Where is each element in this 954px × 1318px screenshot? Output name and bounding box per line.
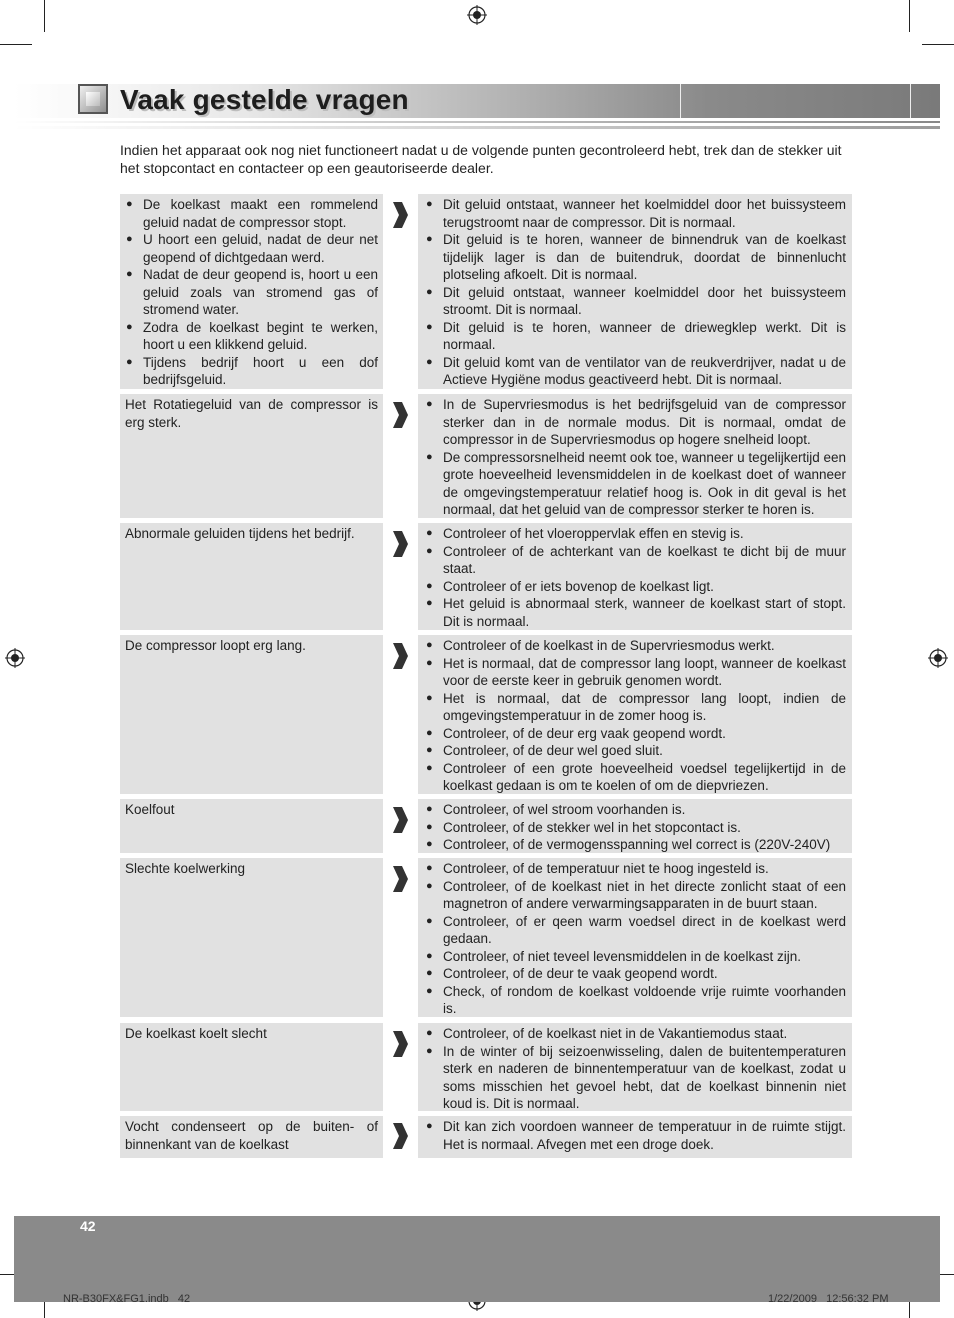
answer-bullet: ● In de Supervriesmodus is het bedrijfsgeluid van de compressor sterker dan in de normale modus. Dit is normaal, omdat de compressor in de Supervriesmodus op hogere snelheid loopt.: [424, 396, 846, 449]
arrow-right-icon: [391, 1121, 409, 1151]
answer-bullet: ● Check, of rondom de koelkast voldoende vrije ruimte voorhanden is.: [424, 983, 846, 1018]
question-bullet: ● De koelkast maakt een rommelend geluid nadat de compressor stopt.: [124, 196, 378, 231]
answer-cell: [418, 523, 852, 630]
question-cell: [120, 194, 383, 389]
answer-bullet: ● Het is normaal, dat de compressor lang loopt, wanneer de koelkast voor de eerste keer in gebruik genomen wordt.: [424, 655, 846, 690]
answer-bullet: ● Controleer, of de koelkast niet in het directe zonlicht staat of een magnetron of andere verwarmingsapparaten in de buurt staan.: [424, 878, 846, 913]
slug-right: 1/22/2009 12:56:32 PM: [768, 1293, 889, 1305]
answer-bullet: ● Controleer of het vloeroppervlak effen en stevig is.: [424, 525, 846, 543]
question-cell: Koelfout: [120, 799, 383, 853]
answer-bullet: ● Dit geluid komt van de ventilator van de reukverdrijver, nadat u de Actieve Hygiëne modus geactiveerd hebt. Dit is normaal.: [424, 354, 846, 389]
faq-row-1: [120, 194, 852, 389]
question-cell: Vocht condenseert op de buiten- of binnenkant van de koelkast: [120, 1116, 383, 1158]
page-title: Vaak gestelde vragen: [120, 84, 409, 115]
registration-mark-icon: [467, 5, 487, 25]
question-bullet: ● U hoort een geluid, nadat de deur net geopend of dichtgedaan werd.: [124, 231, 378, 266]
header-rule: [14, 121, 940, 123]
answer-bullet: ● Controleer, of de temperatuur niet te hoog ingesteld is.: [424, 860, 846, 878]
registration-mark-icon: [928, 648, 948, 668]
answer-bullet: ● Controleer of de achterkant van de koelkast te dicht bij de muur staat.: [424, 543, 846, 578]
question-cell: De compressor loopt erg lang.: [120, 635, 383, 794]
crop-mark: [0, 44, 32, 45]
answer-bullet: ● Controleer, of de koelkast niet in de Vakantiemodus staat.: [424, 1025, 846, 1043]
faq-row-7: [120, 1023, 852, 1111]
question-cell: Abnormale geluiden tijdens het bedrijf.: [120, 523, 383, 630]
answer-cell: [418, 194, 852, 389]
arrow-right-icon: [391, 529, 409, 559]
arrow-right-icon: [391, 200, 409, 230]
arrow-right-icon: [391, 400, 409, 430]
arrow-right-icon: [391, 1029, 409, 1059]
header-rule: [14, 126, 940, 129]
answer-bullet: ● Dit geluid is te horen, wanneer de driewegklep werkt. Dit is normaal.: [424, 319, 846, 354]
answer-cell: [418, 799, 852, 853]
faq-row-8: [120, 1116, 852, 1158]
question-cell: Slechte koelwerking: [120, 858, 383, 1017]
faq-row-2: [120, 394, 852, 518]
question-cell: De koelkast koelt slecht: [120, 1023, 383, 1111]
faq-row-5: [120, 799, 852, 853]
faq-row-6: [120, 858, 852, 1017]
answer-bullet: ● Dit geluid is te horen, wanneer de binnendruk van de koelkast tijdelijk lager is dan de buitendruk, doordat de binnenlucht plotseling afkoelt. Dit is normaal.: [424, 231, 846, 284]
crop-mark: [909, 0, 910, 32]
answer-bullet: ● Het geluid is abnormaal sterk, wanneer de koelkast start of stopt. Dit is normaal.: [424, 595, 846, 630]
answer-bullet: ● In de winter of bij seizoenwisseling, dalen de buitentemperaturen sterk en naderen de binnentemperatuur van de koelkast, zodat u soms misschien het gevoel hebt, dat de koelkast binnenin niet koud is. Dit is normaal.: [424, 1043, 846, 1113]
slug-left: NR-B30FX&FG1.indb 42: [63, 1293, 191, 1305]
answer-cell: [418, 635, 852, 794]
answer-bullet: ● Controleer of er iets bovenop de koelkast ligt.: [424, 578, 846, 596]
answer-bullet: ● Controleer, of de vermogensspanning wel correct is (220V-240V): [424, 836, 846, 854]
answer-bullet: ● Controleer, of de deur te vaak geopend wordt.: [424, 965, 846, 983]
answer-cell: [418, 1116, 852, 1158]
intro-text: Indien het apparaat ook nog niet functioneert nadat u de volgende punten gecontroleerd hebt, trek dan de stekker uit het stopcontact en contacteer op een geautoriseerde dealer.: [120, 142, 842, 176]
answer-bullet: ● Controleer, of wel stroom voorhanden is.: [424, 801, 846, 819]
answer-bullet: ● Dit geluid ontstaat, wanneer het koelmiddel door het buissysteem terugstroomt naar de compressor. Dit is normaal.: [424, 196, 846, 231]
faq-row-3: [120, 523, 852, 630]
answer-bullet: ● Dit geluid ontstaat, wanneer koelmiddel door het buissysteem stroomt. Dit is normaal.: [424, 284, 846, 319]
answer-bullet: ● Controleer of een grote hoeveelheid voedsel tegelijkertijd in de koelkast gedaan is om te koelen of om de diepvriezen.: [424, 760, 846, 795]
answer-bullet: ● Het is normaal, dat de compressor lang loopt, indien de omgevingstemperatuur in de zomer hoog is.: [424, 690, 846, 725]
crop-mark: [44, 0, 45, 32]
answer-cell: [418, 858, 852, 1017]
question-bullet: ● Nadat de deur geopend is, hoort u een geluid zoals van stromend gas of stromend water.: [124, 266, 378, 319]
answer-cell: [418, 1023, 852, 1111]
answer-bullet: ● Controleer, of de deur wel goed sluit.: [424, 742, 846, 760]
answer-bullet: ● Controleer, of de stekker wel in het stopcontact is.: [424, 819, 846, 837]
page-number: 42: [80, 1218, 96, 1234]
question-bullet: ● Zodra de koelkast begint te werken, hoort u een klikkend geluid.: [124, 319, 378, 354]
arrow-right-icon: [391, 805, 409, 835]
question-cell: Het Rotatiegeluid van de compressor is erg sterk.: [120, 394, 383, 518]
answer-bullet: ● Controleer, of niet teveel levensmiddelen in de koelkast zijn.: [424, 948, 846, 966]
answer-bullet: ● Controleer of de koelkast in de Supervriesmodus werkt.: [424, 637, 846, 655]
footer-bar: [14, 1216, 940, 1302]
answer-bullet: ● Controleer, of de deur erg vaak geopend wordt.: [424, 725, 846, 743]
answer-bullet: ● Controleer, of er qeen warm voedsel direct in de koelkast werd gedaan.: [424, 913, 846, 948]
arrow-right-icon: [391, 641, 409, 671]
crop-mark: [922, 44, 954, 45]
answer-bullet: ● Dit kan zich voordoen wanneer de temperatuur in de ruimte stijgt. Het is normaal. Afvegen met een droge doek.: [424, 1118, 846, 1153]
answer-bullet: ● De compressorsnelheid neemt ook toe, wanneer u tegelijkertijd een grote hoeveelheid levensmiddelen in de koelkast doet of wanneer de omgevingstemperatuur relatief hoog is. Ook in dit geval is het normaal, dat het geluid van de compressor sterker te horen is.: [424, 449, 846, 519]
question-bullet: ● Tijdens bedrijf hoort u een dof bedrijfsgeluid.: [124, 354, 378, 389]
arrow-right-icon: [391, 864, 409, 894]
title-square-icon: [78, 84, 108, 114]
faq-row-4: [120, 635, 852, 794]
answer-cell: [418, 394, 852, 518]
registration-mark-icon: [5, 648, 25, 668]
